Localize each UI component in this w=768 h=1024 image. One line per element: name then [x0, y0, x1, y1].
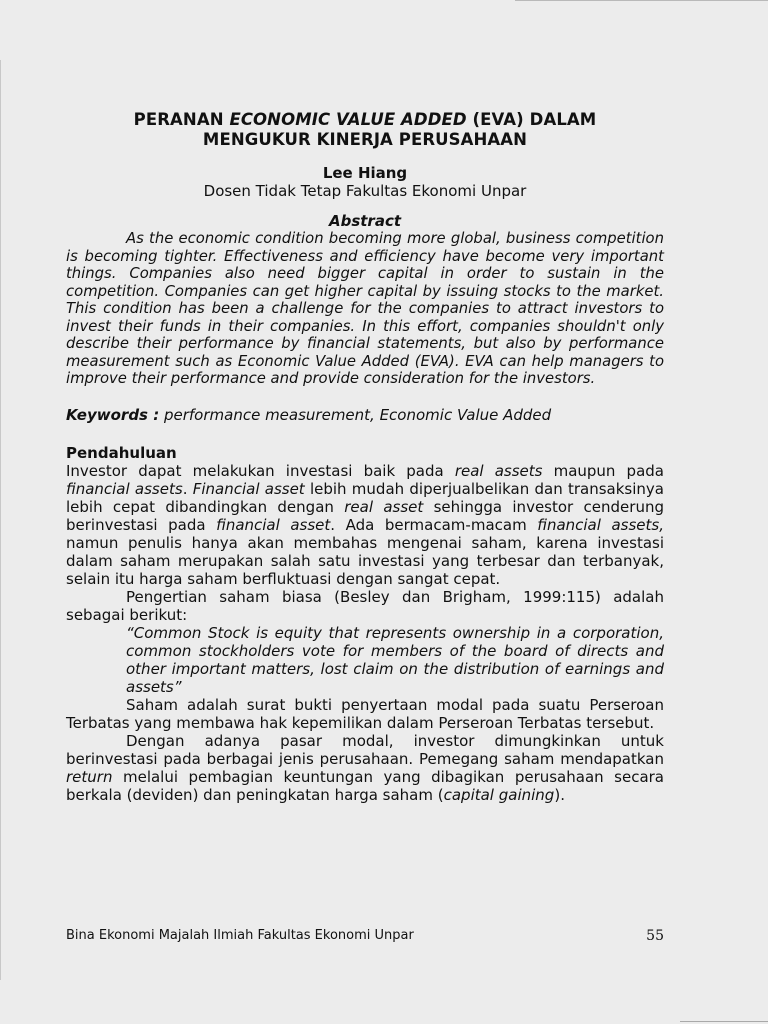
- p4-italic-1: return: [66, 767, 113, 786]
- p1-text-2: maupun pada: [542, 461, 664, 480]
- scan-edge-top: [515, 0, 768, 1]
- page-footer: [66, 927, 664, 945]
- paragraph-1: [66, 462, 664, 588]
- p1-italic-4: real asset: [344, 497, 424, 516]
- p1-italic-1: real assets: [454, 461, 543, 480]
- block-quote: “Common Stock is equity that represents ownership in a corporation, common stockholders vote for members of the board of directs and other important matters, lost claim on the distribution of earnings and assets”: [126, 623, 664, 696]
- keywords-text: performance measurement, Economic Value Added: [159, 405, 552, 424]
- abstract-heading: Abstract: [328, 212, 402, 230]
- p1-italic-2: financial assets: [66, 479, 183, 498]
- paragraph-4: [66, 732, 664, 804]
- p1-italic-5: financial asset: [216, 515, 331, 534]
- title-line-1-post: (EVA) DALAM: [466, 110, 597, 129]
- scan-edge-left: [0, 60, 1, 980]
- p4-text-3: ).: [554, 785, 565, 804]
- section-heading: Pendahuluan: [66, 443, 177, 462]
- p1-italic-3: Financial asset: [192, 479, 305, 498]
- article-body: [66, 110, 664, 804]
- article-title: [66, 110, 664, 150]
- scan-edge-bottom: [680, 1021, 768, 1022]
- page-number: 55: [646, 928, 664, 944]
- title-line-1-pre: PERANAN: [133, 110, 230, 129]
- keywords-label: Keywords :: [66, 405, 160, 424]
- abstract-text: As the economic condition becoming more global, business competition is becoming tighter. Effectiveness and efficiency have become very important things. Companies also need bigger capital in order to sustain in the competition. Companies can get higher capital by issuing stocks to the market. This condition has been a challenge for the companies to attract investors to invest their funds in their companies. In this effort, companies shouldn't only describe their performance by financial statements, but also by performance measurement such as Economic Value Added (EVA). EVA can help managers to improve their performance and provide consideration for the investors.: [66, 230, 664, 387]
- p1-text-4: lebih mudah diperjualbelikan dan transaksinya lebih cepat dibandingkan dengan: [66, 479, 664, 516]
- p4-text-2: melalui pembagian keuntungan yang dibagikan perusahaan secara berkala (deviden) dan peningkatan harga saham (: [66, 767, 664, 804]
- p1-italic-6: financial assets,: [537, 515, 664, 534]
- footer-journal-name: Bina Ekonomi Majalah Ilmiah Fakultas Ekonomi Unpar: [66, 928, 414, 943]
- p1-text-5: sehingga investor cenderung berinvestasi pada: [66, 497, 664, 534]
- p4-italic-2: capital gaining: [443, 785, 555, 804]
- keywords-line: [66, 406, 664, 424]
- p1-text-6: . Ada bermacam-macam: [330, 515, 538, 534]
- paragraph-2: Pengertian saham biasa (Besley dan Brigham, 1999:115) adalah sebagai berikut:: [66, 587, 664, 624]
- title-line-2: MENGUKUR KINERJA PERUSAHAAN: [202, 130, 528, 149]
- p4-text-1: Dengan adanya pasar modal, investor dimungkinkan untuk berinvestasi pada berbagai jenis perusahaan. Pemegang saham mendapatkan: [66, 731, 664, 768]
- paragraph-3: Saham adalah surat bukti penyertaan modal pada suatu Perseroan Terbatas yang membawa hak kepemilikan dalam Perseroan Terbatas tersebut.: [66, 695, 664, 732]
- p1-text-7: namun penulis hanya akan membahas mengenai saham, karena investasi dalam saham merupakan salah satu investasi yang terbesar dan terbanyak, selain itu harga saham berfluktuasi dengan sangat cepat.: [66, 533, 664, 588]
- title-line-1: [66, 110, 664, 130]
- p1-text-3: .: [182, 479, 193, 498]
- title-line-1-italic: ECONOMIC VALUE ADDED: [229, 110, 467, 129]
- author-name: Lee Hiang: [322, 164, 408, 182]
- author-affiliation: Dosen Tidak Tetap Fakultas Ekonomi Unpar: [203, 182, 527, 200]
- p1-text-1: Investor dapat melakukan investasi baik pada: [66, 461, 455, 480]
